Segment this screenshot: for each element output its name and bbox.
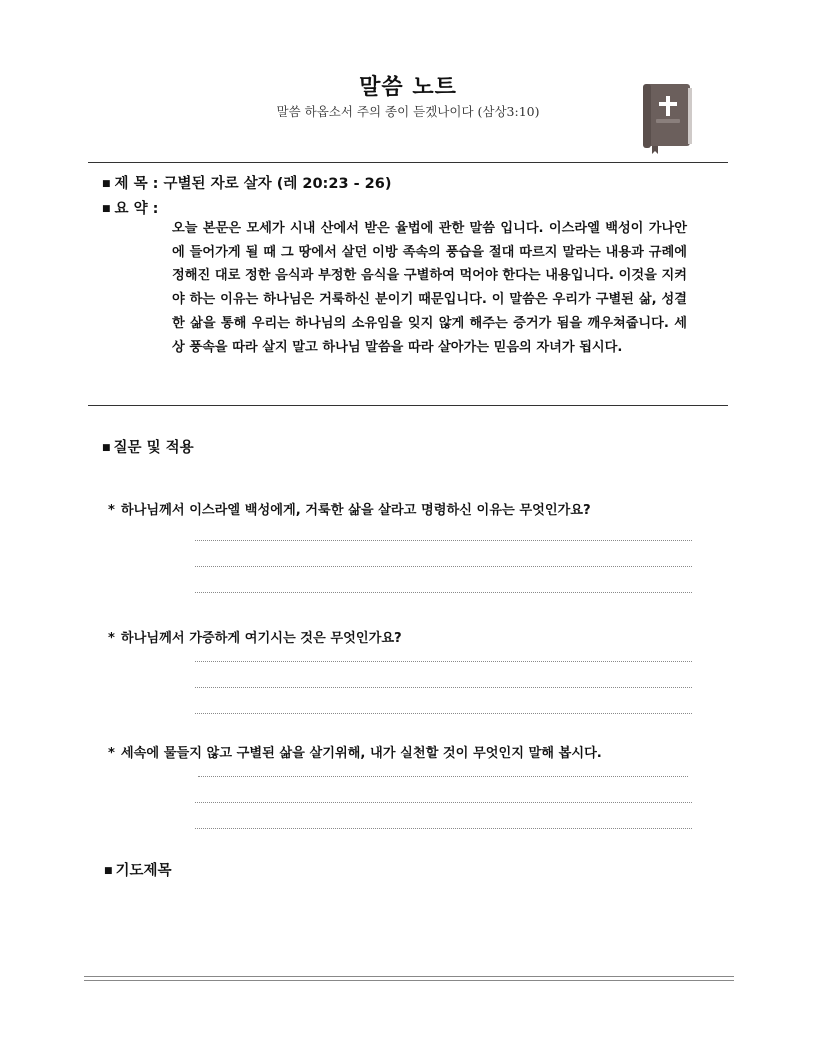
question-1: [108, 499, 591, 518]
prayer-heading: [104, 859, 172, 880]
summary-label: 요 약 :: [114, 201, 159, 217]
answer-line[interactable]: [195, 566, 692, 567]
questions-heading: [102, 436, 194, 457]
star-marker: *: [108, 503, 115, 518]
summary-divider: [88, 405, 728, 406]
footer-divider: [84, 976, 734, 981]
questions-heading-label: 질문 및 적용: [113, 440, 194, 456]
bullet-square: ■: [104, 866, 113, 876]
subject-line: [102, 172, 391, 193]
answer-line[interactable]: [195, 802, 692, 803]
bullet-square: ■: [102, 204, 111, 214]
answer-line[interactable]: [195, 592, 692, 593]
question-2-text: 하나님께서 가증하게 여기시는 것은 무엇인가요?: [120, 631, 402, 646]
star-marker: *: [108, 746, 115, 761]
subject-label: 제 목 :: [114, 176, 159, 192]
summary-label-line: [102, 197, 158, 218]
subject-value: 구별된 자로 살자 (레 20:23 - 26): [163, 176, 392, 192]
answer-line[interactable]: [198, 776, 688, 777]
bullet-square: ■: [102, 179, 111, 189]
header-divider: [88, 162, 728, 163]
question-2: [108, 627, 402, 646]
bullet-square: ■: [102, 443, 111, 453]
answer-line[interactable]: [195, 828, 692, 829]
answer-line[interactable]: [195, 540, 692, 541]
star-marker: *: [108, 631, 115, 646]
summary-text: 오늘 본문은 모세가 시내 산에서 받은 율법에 관한 말씀 입니다. 이스라엘 백성이 가나안에 들어가게 될 때 그 땅에서 살던 이방 족속의 풍습을 절대 따르지 말라는 내용과 규례에 정해진 대로 정한 음식과 부정한 음식을 구별하여 먹어야 한다는 내용입니다. 이것을 지켜야 하는 이유는 하나님은 거룩하신 분이기 때문입니다. 이 말씀은 우리가 구별된 삶, 성결한 삶을 통해 우리는 하나님의 소유임을 잊지 않게 해주는 증거가 됨을 깨우쳐줍니다. 세상 풍속을 따라 살지 말고 하나님 말씀을 따라 살아가는 믿음의 자녀가 됩시다.: [172, 221, 687, 355]
page-subtitle: 말씀 하옵소서 주의 종이 듣겠나이다 (삼상3:10): [276, 104, 540, 119]
answer-line[interactable]: [195, 713, 692, 714]
prayer-heading-label: 기도제목: [115, 863, 172, 879]
question-3-text: 세속에 물들지 않고 구별된 삶을 살기위해, 내가 실천할 것이 무엇인지 말해 봅시다.: [120, 746, 602, 761]
bible-icon: [640, 82, 694, 154]
question-3: [108, 742, 602, 761]
question-1-text: 하나님께서 이스라엘 백성에게, 거룩한 삶을 살라고 명령하신 이유는 무엇인가요?: [120, 503, 591, 518]
answer-line[interactable]: [195, 687, 692, 688]
answer-line[interactable]: [195, 661, 692, 662]
page-title: 말씀 노트: [359, 75, 457, 100]
